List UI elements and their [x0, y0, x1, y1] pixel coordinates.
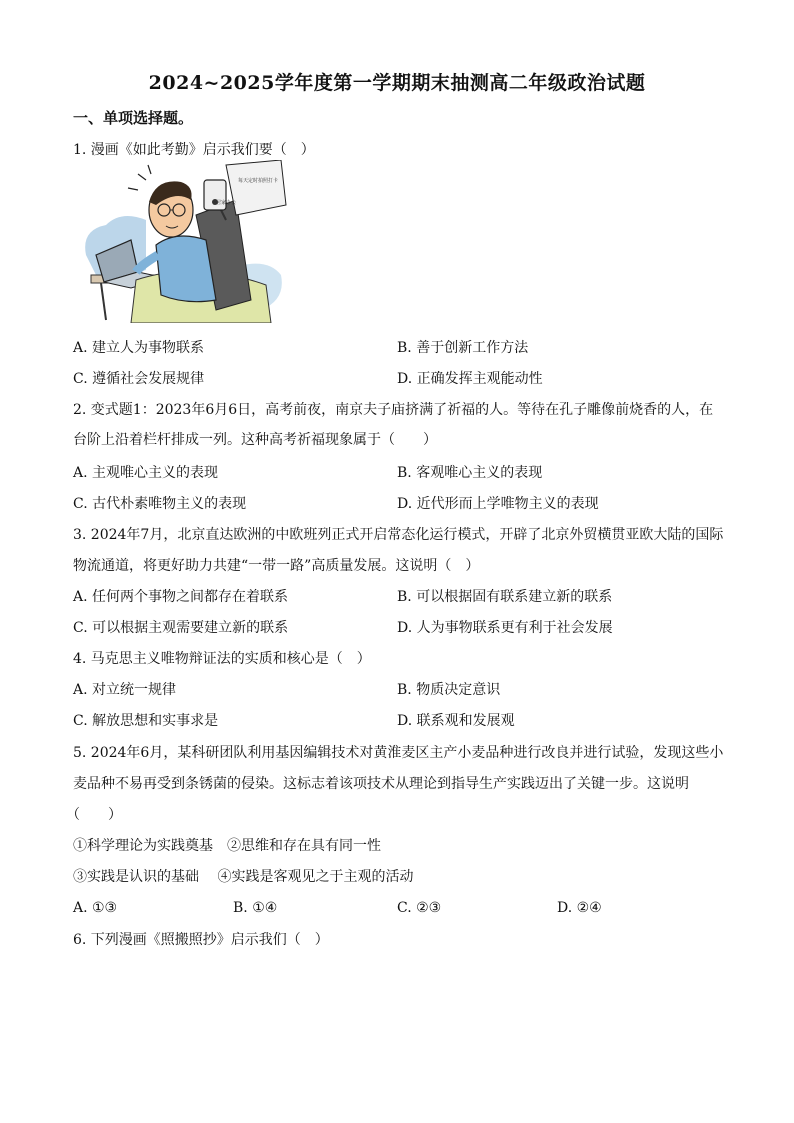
question-5-statements-2: ③实践是认识的基础 ④实践是客观见之于主观的活动 — [73, 869, 414, 885]
question-5-statements-1: ①科学理论为实践奠基 ②思维和存在具有同一性 — [73, 838, 381, 854]
question-4-option-d[interactable]: D. 联系观和发展观 — [397, 713, 515, 729]
question-1-stem: 1. 漫画《如此考勤》启示我们要（ ） — [73, 142, 315, 158]
question-1-option-b[interactable]: B. 善于创新工作方法 — [397, 340, 529, 356]
question-5-stem-line-3: （ ） — [66, 807, 122, 823]
question-5-stem-line-1: 5. 2024年6月，某科研团队利用基因编辑技术对黄淮麦区主产小麦品种进行改良并进行试验，发现这些小 — [73, 745, 724, 761]
question-1-option-d[interactable]: D. 正确发挥主观能动性 — [397, 371, 543, 387]
question-2-option-d[interactable]: D. 近代形而上学唯物主义的表现 — [397, 496, 599, 512]
question-3-option-c[interactable]: C. 可以根据主观需要建立新的联系 — [73, 620, 289, 636]
question-4-stem: 4. 马克思主义唯物辩证法的实质和核心是（ ） — [73, 651, 371, 667]
question-5-stem-line-2: 麦品种不易再受到条锈菌的侵染。这标志着该项技术从理论到指导生产实践迈出了关键一步。这说明 — [73, 776, 689, 792]
question-2-stem-line-2: 台阶上沿着栏杆排成一列。这种高考祈福现象属于（ ） — [73, 432, 437, 448]
question-5-option-c[interactable]: C. ②③ — [397, 900, 442, 916]
question-3-option-a[interactable]: A. 任何两个事物之间都存在着联系 — [73, 589, 289, 605]
question-4-option-b[interactable]: B. 物质决定意识 — [397, 682, 501, 698]
question-2-option-a[interactable]: A. 主观唯心主义的表现 — [73, 465, 219, 481]
question-4-option-c[interactable]: C. 解放思想和实事求是 — [73, 713, 219, 729]
cartoon-sign-2: 每天定时拍照打卡 — [238, 178, 279, 184]
section-heading: 一、单项选择题。 — [73, 109, 194, 127]
question-2-stem-line-1: 2. 变式题1：2023年6月6日，高考前夜，南京夫子庙挤满了祈福的人。等待在孔子雕像前烧香的人，在 — [73, 402, 714, 418]
page-title: 2024~2025学年度第一学期期末抽测高二年级政治试题 — [148, 72, 646, 94]
cartoon-image — [76, 160, 288, 323]
question-3-option-b[interactable]: B. 可以根据固有联系建立新的联系 — [397, 589, 613, 605]
question-3-stem-line-1: 3. 2024年7月，北京直达欧洲的中欧班列正式开启常态化运行模式，开辟了北京外贸横贯亚欧大陆的国际 — [73, 527, 724, 543]
question-3-stem-line-2: 物流通道，将更好助力共建“一带一路”高质量发展。这说明（ ） — [73, 558, 480, 574]
question-2-option-c[interactable]: C. 古代朴素唯物主义的表现 — [73, 496, 247, 512]
question-6-stem: 6. 下列漫画《照搬照抄》启示我们（ ） — [73, 932, 329, 948]
question-5-option-b[interactable]: B. ①④ — [233, 900, 278, 916]
question-4-option-a[interactable]: A. 对立统一规律 — [73, 682, 177, 698]
question-1-option-c[interactable]: C. 遵循社会发展规律 — [73, 371, 205, 387]
question-1-option-a[interactable]: A. 建立人为事物联系 — [73, 340, 205, 356]
question-5-option-d[interactable]: D. ②④ — [557, 900, 602, 916]
question-3-option-d[interactable]: D. 人为事物联系更有利于社会发展 — [397, 620, 613, 636]
question-2-option-b[interactable]: B. 客观唯心主义的表现 — [397, 465, 543, 481]
cartoon-sign-1: 居家办公 — [216, 200, 237, 206]
question-5-option-a[interactable]: A. ①③ — [73, 900, 118, 916]
